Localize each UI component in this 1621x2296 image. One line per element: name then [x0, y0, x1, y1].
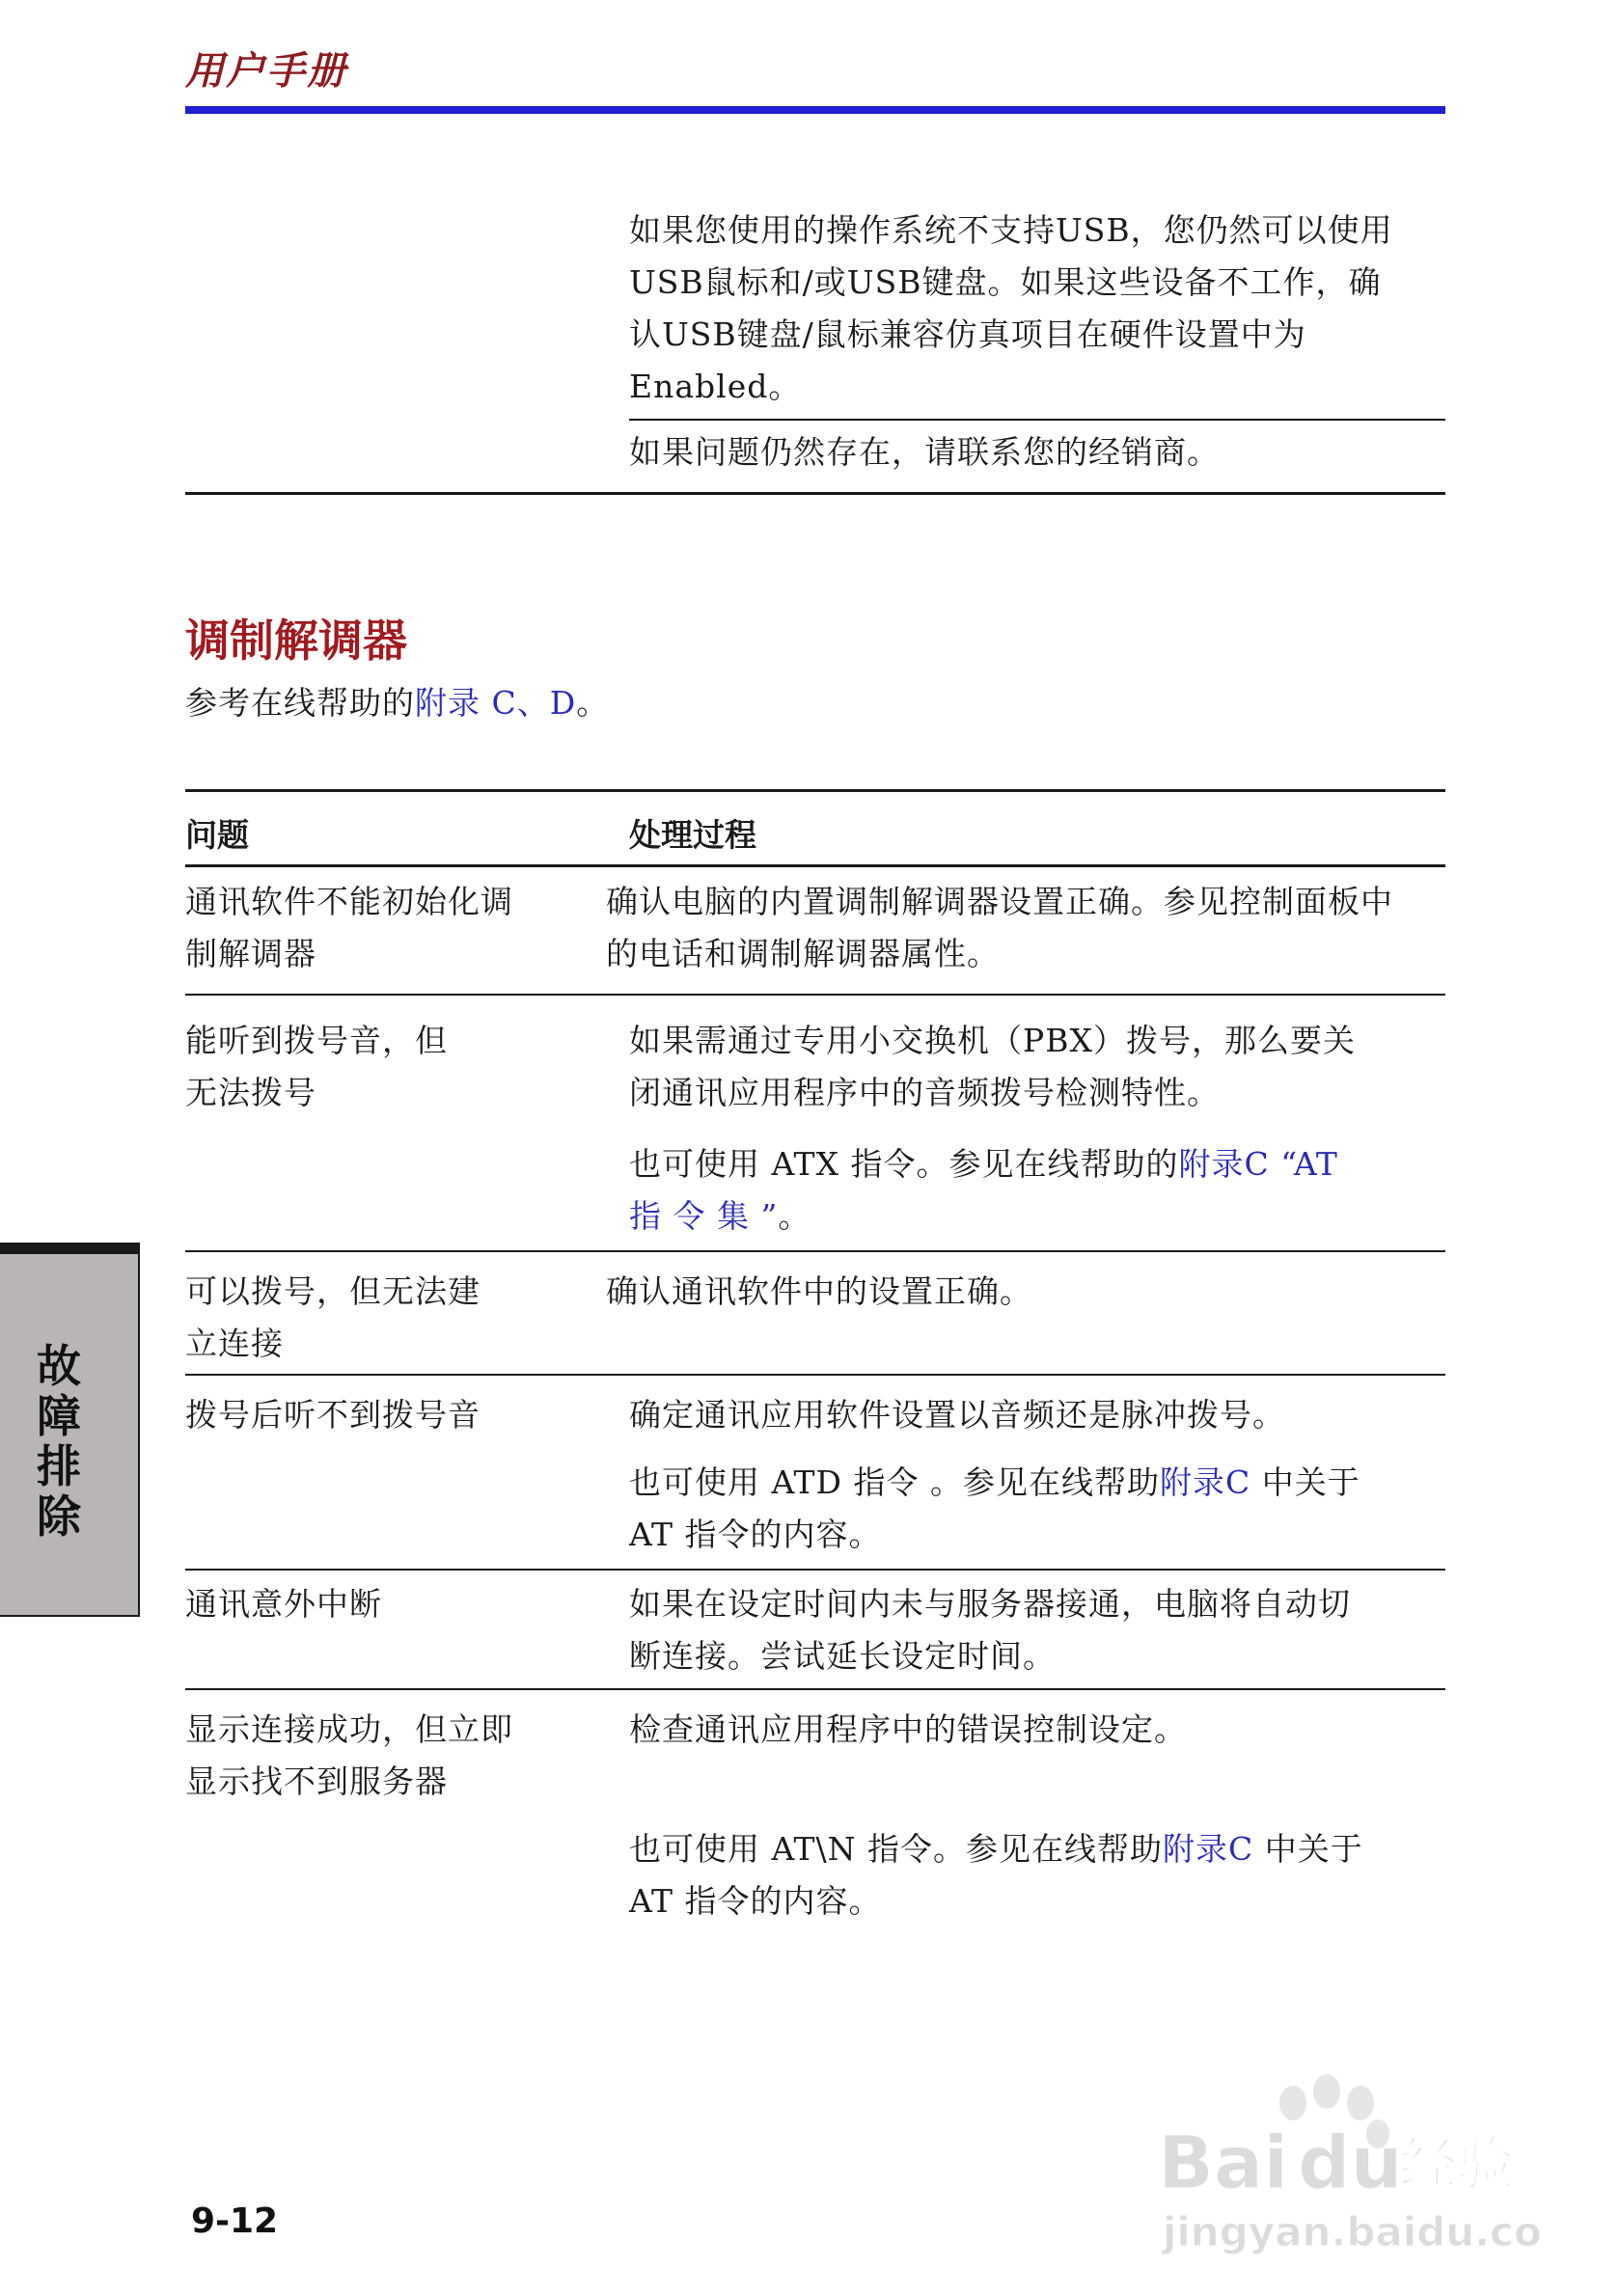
table-row-3-procedure [606, 1266, 1032, 1318]
baidu-watermark [1158, 2074, 1544, 2267]
command-set-link[interactable]: 指 令 集 ” [629, 1197, 779, 1235]
table-row-3-problem [185, 1266, 481, 1370]
page-number: 9-12 [191, 2201, 279, 2241]
row-divider [185, 1374, 1445, 1376]
table-row-5-problem [185, 1578, 382, 1630]
table-top-rule [185, 789, 1445, 792]
table-row-2-note [629, 1138, 1338, 1243]
table-row-1-procedure [606, 876, 1393, 980]
table-row-4-problem [185, 1389, 481, 1441]
section-intro [185, 677, 609, 729]
table-row-2-problem [185, 1015, 448, 1119]
problem-line: 制解调器 [185, 935, 316, 972]
row-divider [185, 1688, 1445, 1690]
intro-prefix: 参考在线帮助的 [185, 684, 415, 722]
problem-line: 无法拨号 [185, 1074, 316, 1111]
problem-line: 拨号后听不到拨号音 [185, 1396, 481, 1434]
problem-line: 显示连接成功，但立即 [185, 1710, 513, 1748]
note-line [629, 1823, 1363, 1875]
watermark-cn: 经验 [1399, 2131, 1515, 2199]
header-procedure: 处理过程 [629, 816, 756, 854]
usb-line-2: USB鼠标和/或USB键盘。如果这些设备不工作，确 [629, 263, 1382, 301]
problem-line: 可以拨号，但无法建 [185, 1272, 481, 1310]
note-line [629, 1138, 1338, 1190]
header-divider [185, 106, 1445, 114]
row-divider [185, 1250, 1445, 1252]
watermark-brand-2: du [1298, 2119, 1403, 2205]
procedure-line: 确定通讯应用软件设置以音频还是脉冲拨号。 [629, 1396, 1285, 1434]
appendix-c-link[interactable]: 附录C [1159, 1463, 1251, 1501]
usb-line-4: Enabled。 [629, 368, 802, 405]
procedure-line: 确认通讯软件中的设置正确。 [606, 1272, 1032, 1310]
appendix-c-link[interactable]: 附录C [1163, 1830, 1254, 1868]
note-line [629, 1190, 1338, 1243]
note-text: 中关于 [1250, 1463, 1360, 1501]
problem-line: 通讯软件不能初始化调 [185, 883, 513, 920]
note-text: 也可使用 ATX 指令。参见在线帮助的 [629, 1145, 1179, 1183]
problem-line: 立连接 [185, 1325, 284, 1362]
section-title: 调制解调器 [185, 615, 407, 667]
note-line: AT 指令的内容。 [629, 1882, 882, 1920]
problem-line: 通讯意外中断 [185, 1585, 382, 1623]
procedure-line: 检查通讯应用程序中的错误控制设定。 [629, 1710, 1187, 1748]
row-divider [185, 1569, 1445, 1571]
chapter-tab-label: 故障排除 [37, 1340, 81, 1543]
block-end-divider [185, 492, 1445, 495]
note-text: 也可使用 AT\N 指令。参见在线帮助 [629, 1830, 1164, 1868]
usb-line-3: 认USB键盘/鼠标兼容仿真项目在硬件设置中为 [629, 315, 1306, 353]
procedure-line: 确认电脑的内置调制解调器设置正确。参见控制面板中 [606, 883, 1393, 920]
table-header-rule [185, 864, 1445, 867]
note-line [629, 1457, 1360, 1509]
watermark-url: jingyan.baidu.com [1163, 2208, 1544, 2255]
procedure-line: 的电话和调制解调器属性。 [606, 935, 1000, 972]
table-row-6-problem [185, 1704, 513, 1808]
procedure-line: 如果在设定时间内未与服务器接通，电脑将自动切 [629, 1585, 1351, 1623]
paw-logo-icon [1158, 2074, 1544, 2267]
table-row-5-procedure [629, 1578, 1351, 1682]
chapter-side-tab[interactable] [0, 1243, 140, 1617]
appendix-c-link[interactable]: 附录C “AT [1178, 1145, 1338, 1183]
intro-suffix: 。 [576, 684, 610, 722]
note-text: 中关于 [1253, 1830, 1363, 1868]
note-line: AT 指令的内容。 [629, 1516, 882, 1553]
row-divider [185, 994, 1445, 996]
note-text: 也可使用 ATD 指令 。参见在线帮助 [629, 1463, 1160, 1501]
table-row-2-procedure [629, 1015, 1356, 1119]
note-text: 。 [778, 1197, 811, 1235]
problem-line: 显示找不到服务器 [185, 1763, 448, 1800]
manual-title: 用户手册 [185, 49, 347, 94]
header-problem: 问题 [185, 816, 249, 854]
table-row-6-note [629, 1823, 1363, 1927]
procedure-line: 断连接。尝试延长设定时间。 [629, 1637, 1056, 1675]
usb-paragraph [629, 205, 1393, 413]
table-row-4-note [629, 1457, 1360, 1561]
table-row-6-procedure [629, 1704, 1187, 1756]
inner-divider [629, 419, 1445, 421]
watermark-brand: Bai [1158, 2119, 1289, 2205]
table-row-1-problem [185, 876, 513, 980]
procedure-line: 如果需通过专用小交换机（PBX）拨号，那么要关 [629, 1022, 1356, 1059]
contact-dealer-text: 如果问题仍然存在，请联系您的经销商。 [629, 433, 1220, 471]
usb-line-1: 如果您使用的操作系统不支持USB，您仍然可以使用 [629, 211, 1393, 249]
problem-line: 能听到拨号音，但 [185, 1022, 448, 1059]
table-row-4-procedure [629, 1389, 1285, 1441]
procedure-line: 闭通讯应用程序中的音频拨号检测特性。 [629, 1074, 1220, 1111]
appendix-link[interactable]: 附录 C、D [415, 684, 577, 722]
